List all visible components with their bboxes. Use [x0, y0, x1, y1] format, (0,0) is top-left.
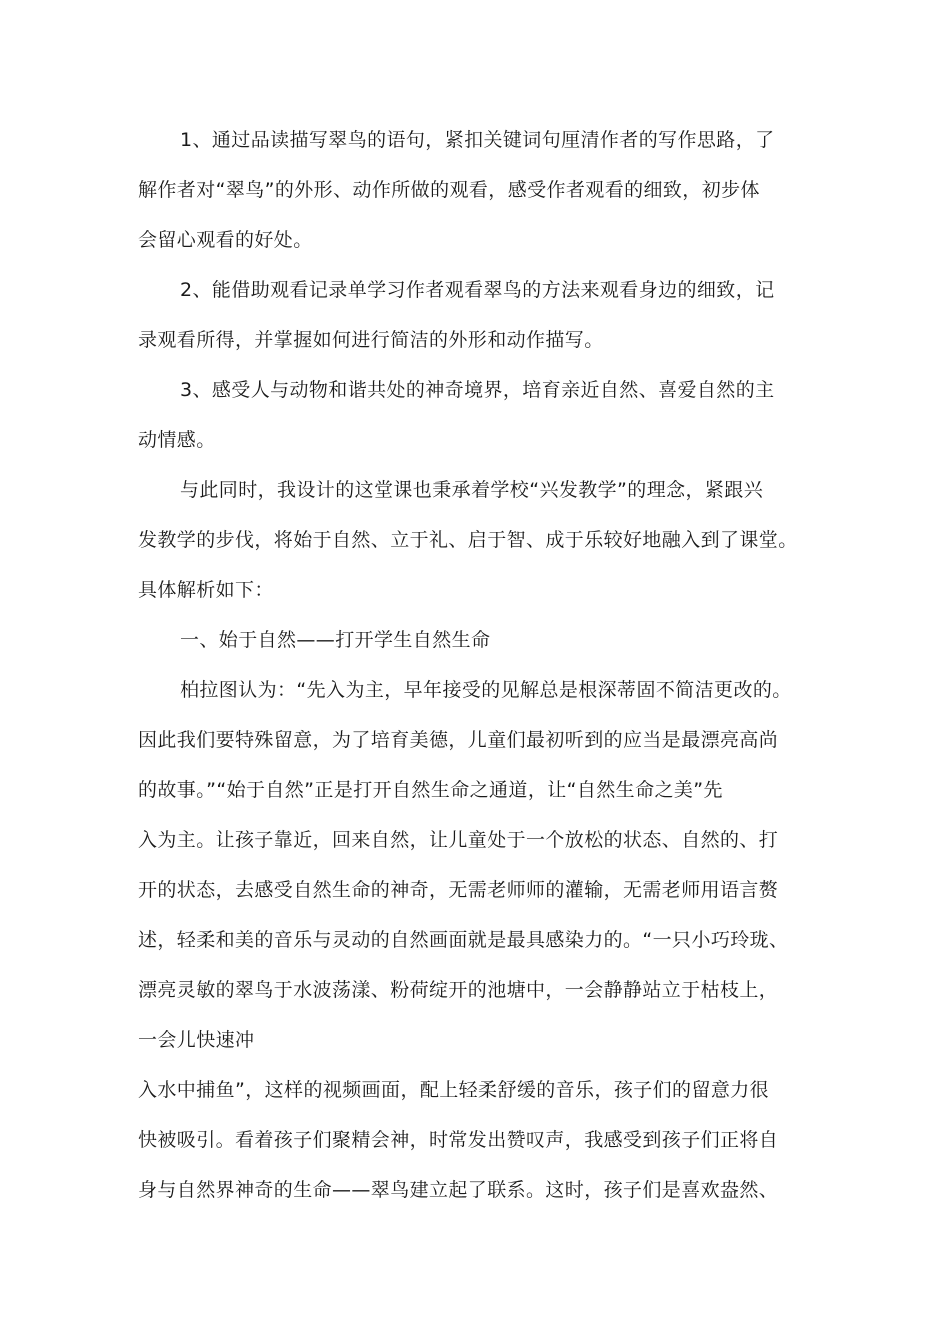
text-line: 解作者对“翠鸟”的外形、动作所做的观看，感受作者观看的细致，初步体	[138, 179, 760, 201]
text-line: 1、通过品读描写翠鸟的语句，紧扣关键词句厘清作者的写作思路，了	[180, 129, 775, 151]
text-line: 与此同时，我设计的这堂课也秉承着学校“兴发教学”的理念，紧跟兴	[180, 479, 764, 501]
section-heading: 一、始于自然——打开学生自然生命	[180, 629, 491, 651]
text-line: 开的状态，去感受自然生命的神奇，无需老师师的灌输，无需老师用语言赘	[138, 879, 779, 901]
text-line: 快被吸引。看着孩子们聚精会神，时常发出赞叹声，我感受到孩子们正将自	[138, 1129, 779, 1151]
text-line: 的故事。”“始于自然”正是打开自然生命之通道，让“自然生命之美”先	[138, 779, 723, 801]
text-line: 发教学的步伐，将始于自然、立于礼、启于智、成于乐较好地融入到了课堂。	[138, 529, 798, 551]
text-line: 3、感受人与动物和谐共处的神奇境界，培育亲近自然、喜爱自然的主	[180, 379, 775, 401]
text-line: 柏拉图认为：“先入为主，早年接受的见解总是根深蒂固不简洁更改的。	[180, 679, 792, 701]
text-line: 会留心观看的好处。	[138, 229, 313, 251]
text-line: 入为主。让孩子靠近，回来自然，让儿童处于一个放松的状态、自然的、打	[138, 829, 779, 851]
text-line: 一会儿快速冲	[138, 1029, 255, 1051]
text-line: 动情感。	[138, 429, 216, 451]
text-line: 录观看所得，并掌握如何进行简洁的外形和动作描写。	[138, 329, 604, 351]
text-line: 因此我们要特殊留意，为了培育美德，儿童们最初听到的应当是最漂亮高尚	[138, 729, 779, 751]
text-line: 漂亮灵敏的翠鸟于水波荡漾、粉荷绽开的池塘中，一会静静站立于枯枝上，	[138, 979, 779, 1001]
text-line: 身与自然界神奇的生命——翠鸟建立起了联系。这时，孩子们是喜欢盎然、	[138, 1179, 779, 1201]
text-line: 述，轻柔和美的音乐与灵动的自然画面就是最具感染力的。“一只小巧玲珑、	[138, 929, 789, 951]
text-line: 具体解析如下：	[138, 579, 274, 601]
text-line: 2、能借助观看记录单学习作者观看翠鸟的方法来观看身边的细致，记	[180, 279, 775, 301]
text-line: 入水中捕鱼”，这样的视频画面，配上轻柔舒缓的音乐，孩子们的留意力很	[138, 1079, 770, 1101]
